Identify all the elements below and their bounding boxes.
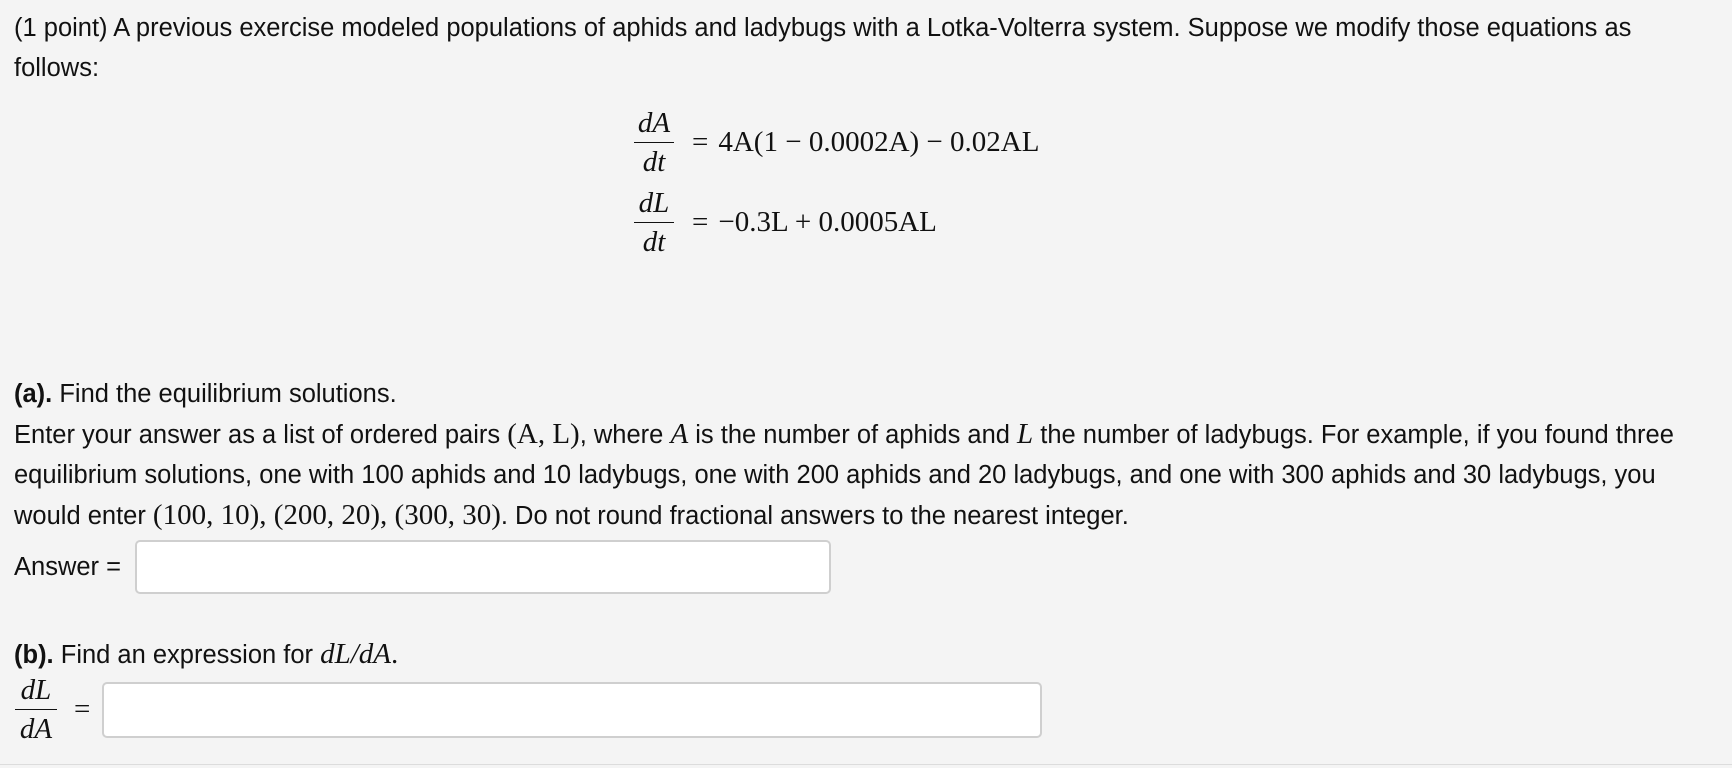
fraction-bar <box>634 222 674 223</box>
instr-text: the number of ladybugs. For example, if you found three equilibrium solutions, one with 100 aphids and 10 ladybugs, one with 200 aphids and 20 ladybugs, and one with 300 aphids and 30 ladybugs, you would enter <box>14 421 1674 530</box>
fraction-bar <box>15 709 57 710</box>
answer-input-a[interactable] <box>135 540 831 594</box>
fraction-numerator: dL <box>20 674 52 706</box>
problem-intro <box>14 8 1718 88</box>
equation-system <box>626 102 1039 262</box>
fraction-denominator: dt <box>642 225 666 258</box>
pair-math <box>507 418 579 450</box>
rhs-expression: 4A(1 − 0.0002A) − 0.02AL <box>718 125 1040 158</box>
part-a-title: Find the equilibrium solutions. <box>52 380 397 408</box>
part-a-label: (a). <box>14 380 53 408</box>
equation-rhs <box>692 126 1039 159</box>
part-b-heading <box>14 634 1718 675</box>
equation-rhs <box>692 206 937 239</box>
fraction-denominator: dA <box>19 713 53 745</box>
equals-sign: = <box>74 693 91 725</box>
fraction-denominator: dt <box>642 145 666 178</box>
intro-text: A previous exercise modeled populations of aphids and ladybugs with a Lotka-Volterra system. Suppose we modify those equations as follows: <box>14 14 1632 82</box>
instr-text: . Do not round fractional answers to the nearest integer. <box>500 502 1129 530</box>
fraction-bar <box>634 142 674 143</box>
answer-input-b[interactable] <box>102 682 1042 738</box>
part-a <box>14 374 1718 594</box>
part-b-title: Find an expression for <box>53 641 321 669</box>
fraction-dl-da <box>14 673 58 746</box>
example-math: (100, 10), (200, 20), (300, 30) <box>152 499 501 531</box>
bottom-divider <box>0 764 1732 765</box>
rhs-expression: −0.3L + 0.0005AL <box>718 205 937 238</box>
var-a: A <box>670 418 689 450</box>
equals-sign: = <box>692 125 709 158</box>
points-label: (1 point) <box>14 14 108 42</box>
part-b-period: . <box>391 638 399 670</box>
instr-text: is the number of aphids and <box>688 421 1018 449</box>
equals-sign: = <box>692 205 709 238</box>
pair-expression: (A, L) <box>507 418 580 450</box>
intro-paragraph <box>14 8 1718 88</box>
equation-dl-dt <box>626 182 1039 262</box>
part-b <box>14 634 1718 746</box>
var-l: L <box>1017 418 1034 450</box>
part-b-answer-row <box>14 673 1718 746</box>
part-a-instructions <box>14 414 1718 536</box>
instr-text: , where <box>579 421 671 449</box>
part-b-expr: dL/dA <box>320 638 392 670</box>
fraction-da-dt <box>626 106 682 179</box>
fraction-numerator: dL <box>638 186 670 219</box>
fraction-numerator: dA <box>637 106 671 139</box>
part-b-label: (b). <box>14 641 54 669</box>
answer-label: Answer = <box>14 552 122 581</box>
fraction-dl-dt <box>626 186 682 259</box>
answer-row <box>14 540 1718 594</box>
instr-text: Enter your answer as a list of ordered pairs <box>14 421 508 449</box>
part-a-heading <box>14 374 1718 414</box>
equation-da-dt <box>626 102 1039 182</box>
